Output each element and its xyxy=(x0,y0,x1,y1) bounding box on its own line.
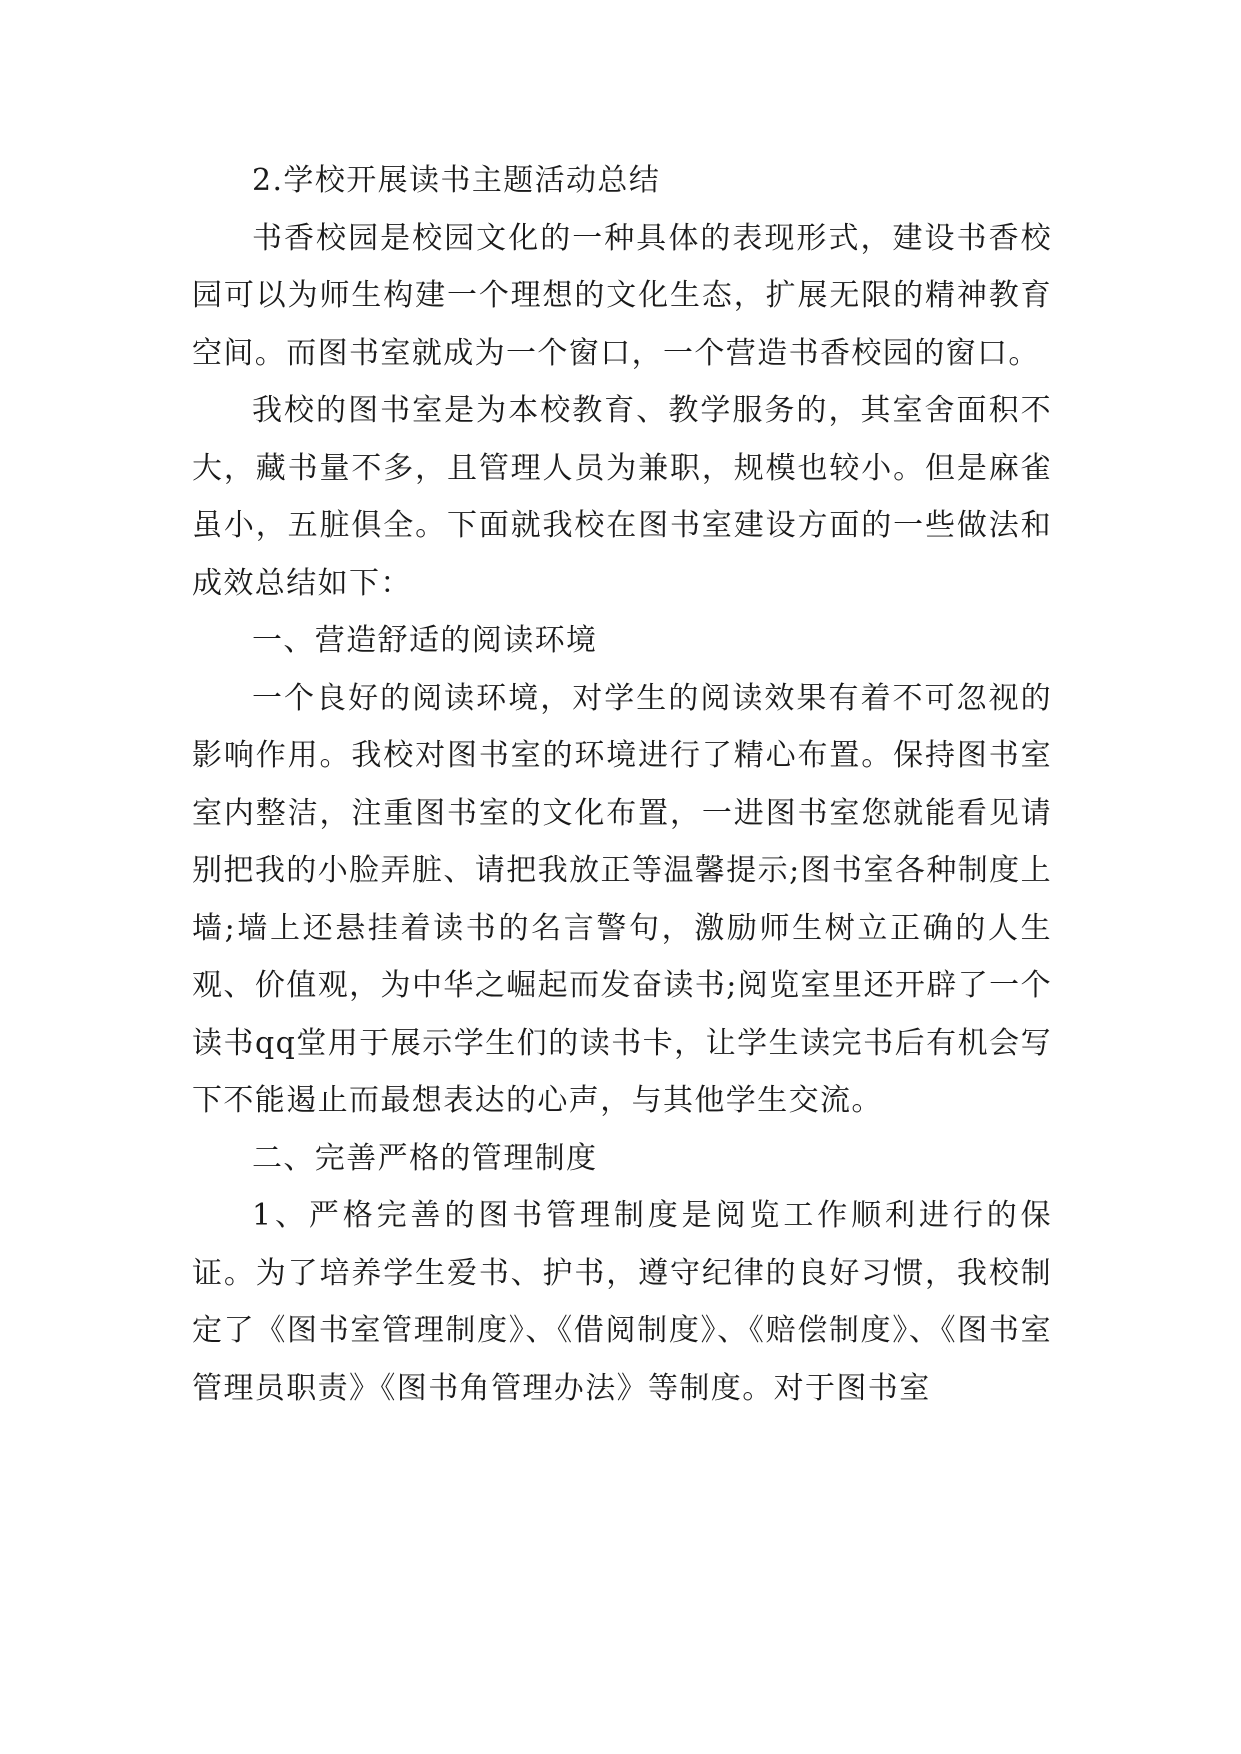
paragraph-library-overview: 我校的图书室是为本校教育、教学服务的，其室舍面积不大，藏书量不多，且管理人员为兼职，规模也较小。但是麻雀虽小，五脏俱全。下面就我校在图书室建设方面的一些做法和成效总结如下： xyxy=(192,393,1052,601)
section-heading-environment: 一、营造舒适的阅读环境 xyxy=(252,623,598,658)
document-title: 2.学校开展读书主题活动总结 xyxy=(252,163,661,198)
document-body xyxy=(192,152,1052,1417)
section-heading-management: 二、完善严格的管理制度 xyxy=(252,1140,598,1176)
paragraph-environment: 一个良好的阅读环境，对学生的阅读效果有着不可忽视的影响作用。我校对图书室的环境进行了精心布置。保持图书室室内整洁，注重图书室的文化布置，一进图书室您就能看见请别把我的小脸弄脏、请把我放正等温馨提示;图书室各种制度上墙;墙上还悬挂着读书的名言警句，激励师生树立正确的人生观、价值观，为中华之崛起而发奋读书;阅览室里还开辟了一个读书qq堂用于展示学生们的读书卡，让学生读完书后有机会写下不能遏止而最想表达的心声，与其他学生交流。 xyxy=(192,680,1052,1118)
paragraph-intro: 书香校园是校园文化的一种具体的表现形式，建设书香校园可以为师生构建一个理想的文化生态，扩展无限的精神教育空间。而图书室就成为一个窗口，一个营造书香校园的窗口。 xyxy=(192,220,1052,371)
paragraph-management: 1、严格完善的图书管理制度是阅览工作顺利进行的保证。为了培养学生爱书、护书，遵守纪律的良好习惯，我校制定了《图书室管理制度》、《借阅制度》、《赔偿制度》、《图书室管理员职责》《图书角管理办法》等制度。对于图书室 xyxy=(192,1198,1052,1406)
